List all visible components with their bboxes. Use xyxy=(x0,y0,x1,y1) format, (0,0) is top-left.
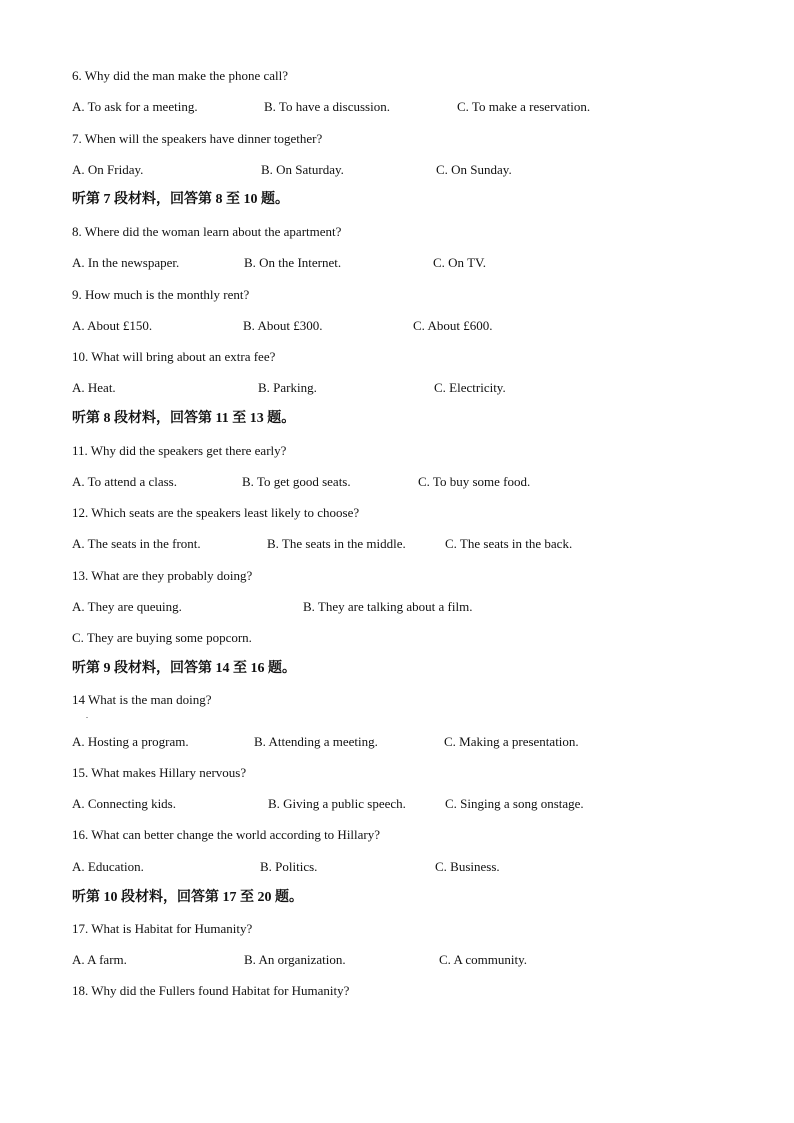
q10-option-a: A. Heat. xyxy=(72,380,116,395)
q15-option-a: A. Connecting kids. xyxy=(72,796,176,811)
q17-option-b: B. An organization. xyxy=(244,952,346,967)
q8-option-a: A. In the newspaper. xyxy=(72,255,180,270)
q8-question: 8. Where did the woman learn about the apartment? xyxy=(72,224,342,239)
q14-option-a: A. Hosting a program. xyxy=(72,734,189,749)
section-heading-7: 听第 7 段材料，回答第 8 至 10 题。 xyxy=(72,192,289,207)
q10-option-b: B. Parking. xyxy=(258,380,317,395)
q12-option-a: A. The seats in the front. xyxy=(72,536,201,551)
section-heading-8: 听第 8 段材料，回答第 11 至 13 题。 xyxy=(72,411,296,426)
q6-question: 6. Why did the man make the phone call? xyxy=(72,68,288,83)
q10-question: 10. What will bring about an extra fee? xyxy=(72,349,276,364)
q12-option-c: C. The seats in the back. xyxy=(445,536,573,551)
q7-option-b: B. On Saturday. xyxy=(261,162,344,177)
q16-option-b: B. Politics. xyxy=(260,859,318,874)
q14-option-b: B. Attending a meeting. xyxy=(254,734,378,749)
q16-option-a: A. Education. xyxy=(72,859,144,874)
q14-stray-dot: . xyxy=(86,711,88,720)
q6-option-c: C. To make a reservation. xyxy=(457,99,591,114)
q9-option-a: A. About £150. xyxy=(72,318,153,333)
q13-question: 13. What are they probably doing? xyxy=(72,568,253,583)
section-heading-10: 听第 10 段材料，回答第 17 至 20 题。 xyxy=(72,890,303,905)
q16-option-c: C. Business. xyxy=(435,859,500,874)
q12-option-b: B. The seats in the middle. xyxy=(267,536,406,551)
q15-question: 15. What makes Hillary nervous? xyxy=(72,765,247,780)
q9-question: 9. How much is the monthly rent? xyxy=(72,287,250,302)
q13-option-b: B. They are talking about a film. xyxy=(303,599,473,614)
q8-option-b: B. On the Internet. xyxy=(244,255,342,270)
q15-option-b: B. Giving a public speech. xyxy=(268,796,406,811)
q17-option-a: A. A farm. xyxy=(72,952,127,967)
q7-question: 7. When will the speakers have dinner together? xyxy=(72,131,323,146)
q6-option-b: B. To have a discussion. xyxy=(264,99,390,114)
q13-option-c: C. They are buying some popcorn. xyxy=(72,630,252,645)
q16-question: 16. What can better change the world according to Hillary? xyxy=(72,827,381,842)
q11-option-a: A. To attend a class. xyxy=(72,474,177,489)
q12-question: 12. Which seats are the speakers least likely to choose? xyxy=(72,505,360,520)
q17-option-c: C. A community. xyxy=(439,952,527,967)
q8-option-c: C. On TV. xyxy=(433,255,486,270)
q7-option-a: A. On Friday. xyxy=(72,162,144,177)
q9-option-c: C. About £600. xyxy=(413,318,493,333)
q11-question: 11. Why did the speakers get there early? xyxy=(72,443,287,458)
q10-option-c: C. Electricity. xyxy=(434,380,506,395)
q18-question: 18. Why did the Fullers found Habitat for Humanity? xyxy=(72,983,350,998)
q15-option-c: C. Singing a song onstage. xyxy=(445,796,584,811)
q14-option-c: C. Making a presentation. xyxy=(444,734,579,749)
q9-option-b: B. About £300. xyxy=(243,318,323,333)
q11-option-c: C. To buy some food. xyxy=(418,474,531,489)
q6-option-a: A. To ask for a meeting. xyxy=(72,99,198,114)
q14-question: 14 What is the man doing? xyxy=(72,692,212,707)
q11-option-b: B. To get good seats. xyxy=(242,474,351,489)
q7-option-c: C. On Sunday. xyxy=(436,162,512,177)
q17-question: 17. What is Habitat for Humanity? xyxy=(72,921,253,936)
section-heading-9: 听第 9 段材料，回答第 14 至 16 题。 xyxy=(72,661,296,676)
q13-option-a: A. They are queuing. xyxy=(72,599,182,614)
